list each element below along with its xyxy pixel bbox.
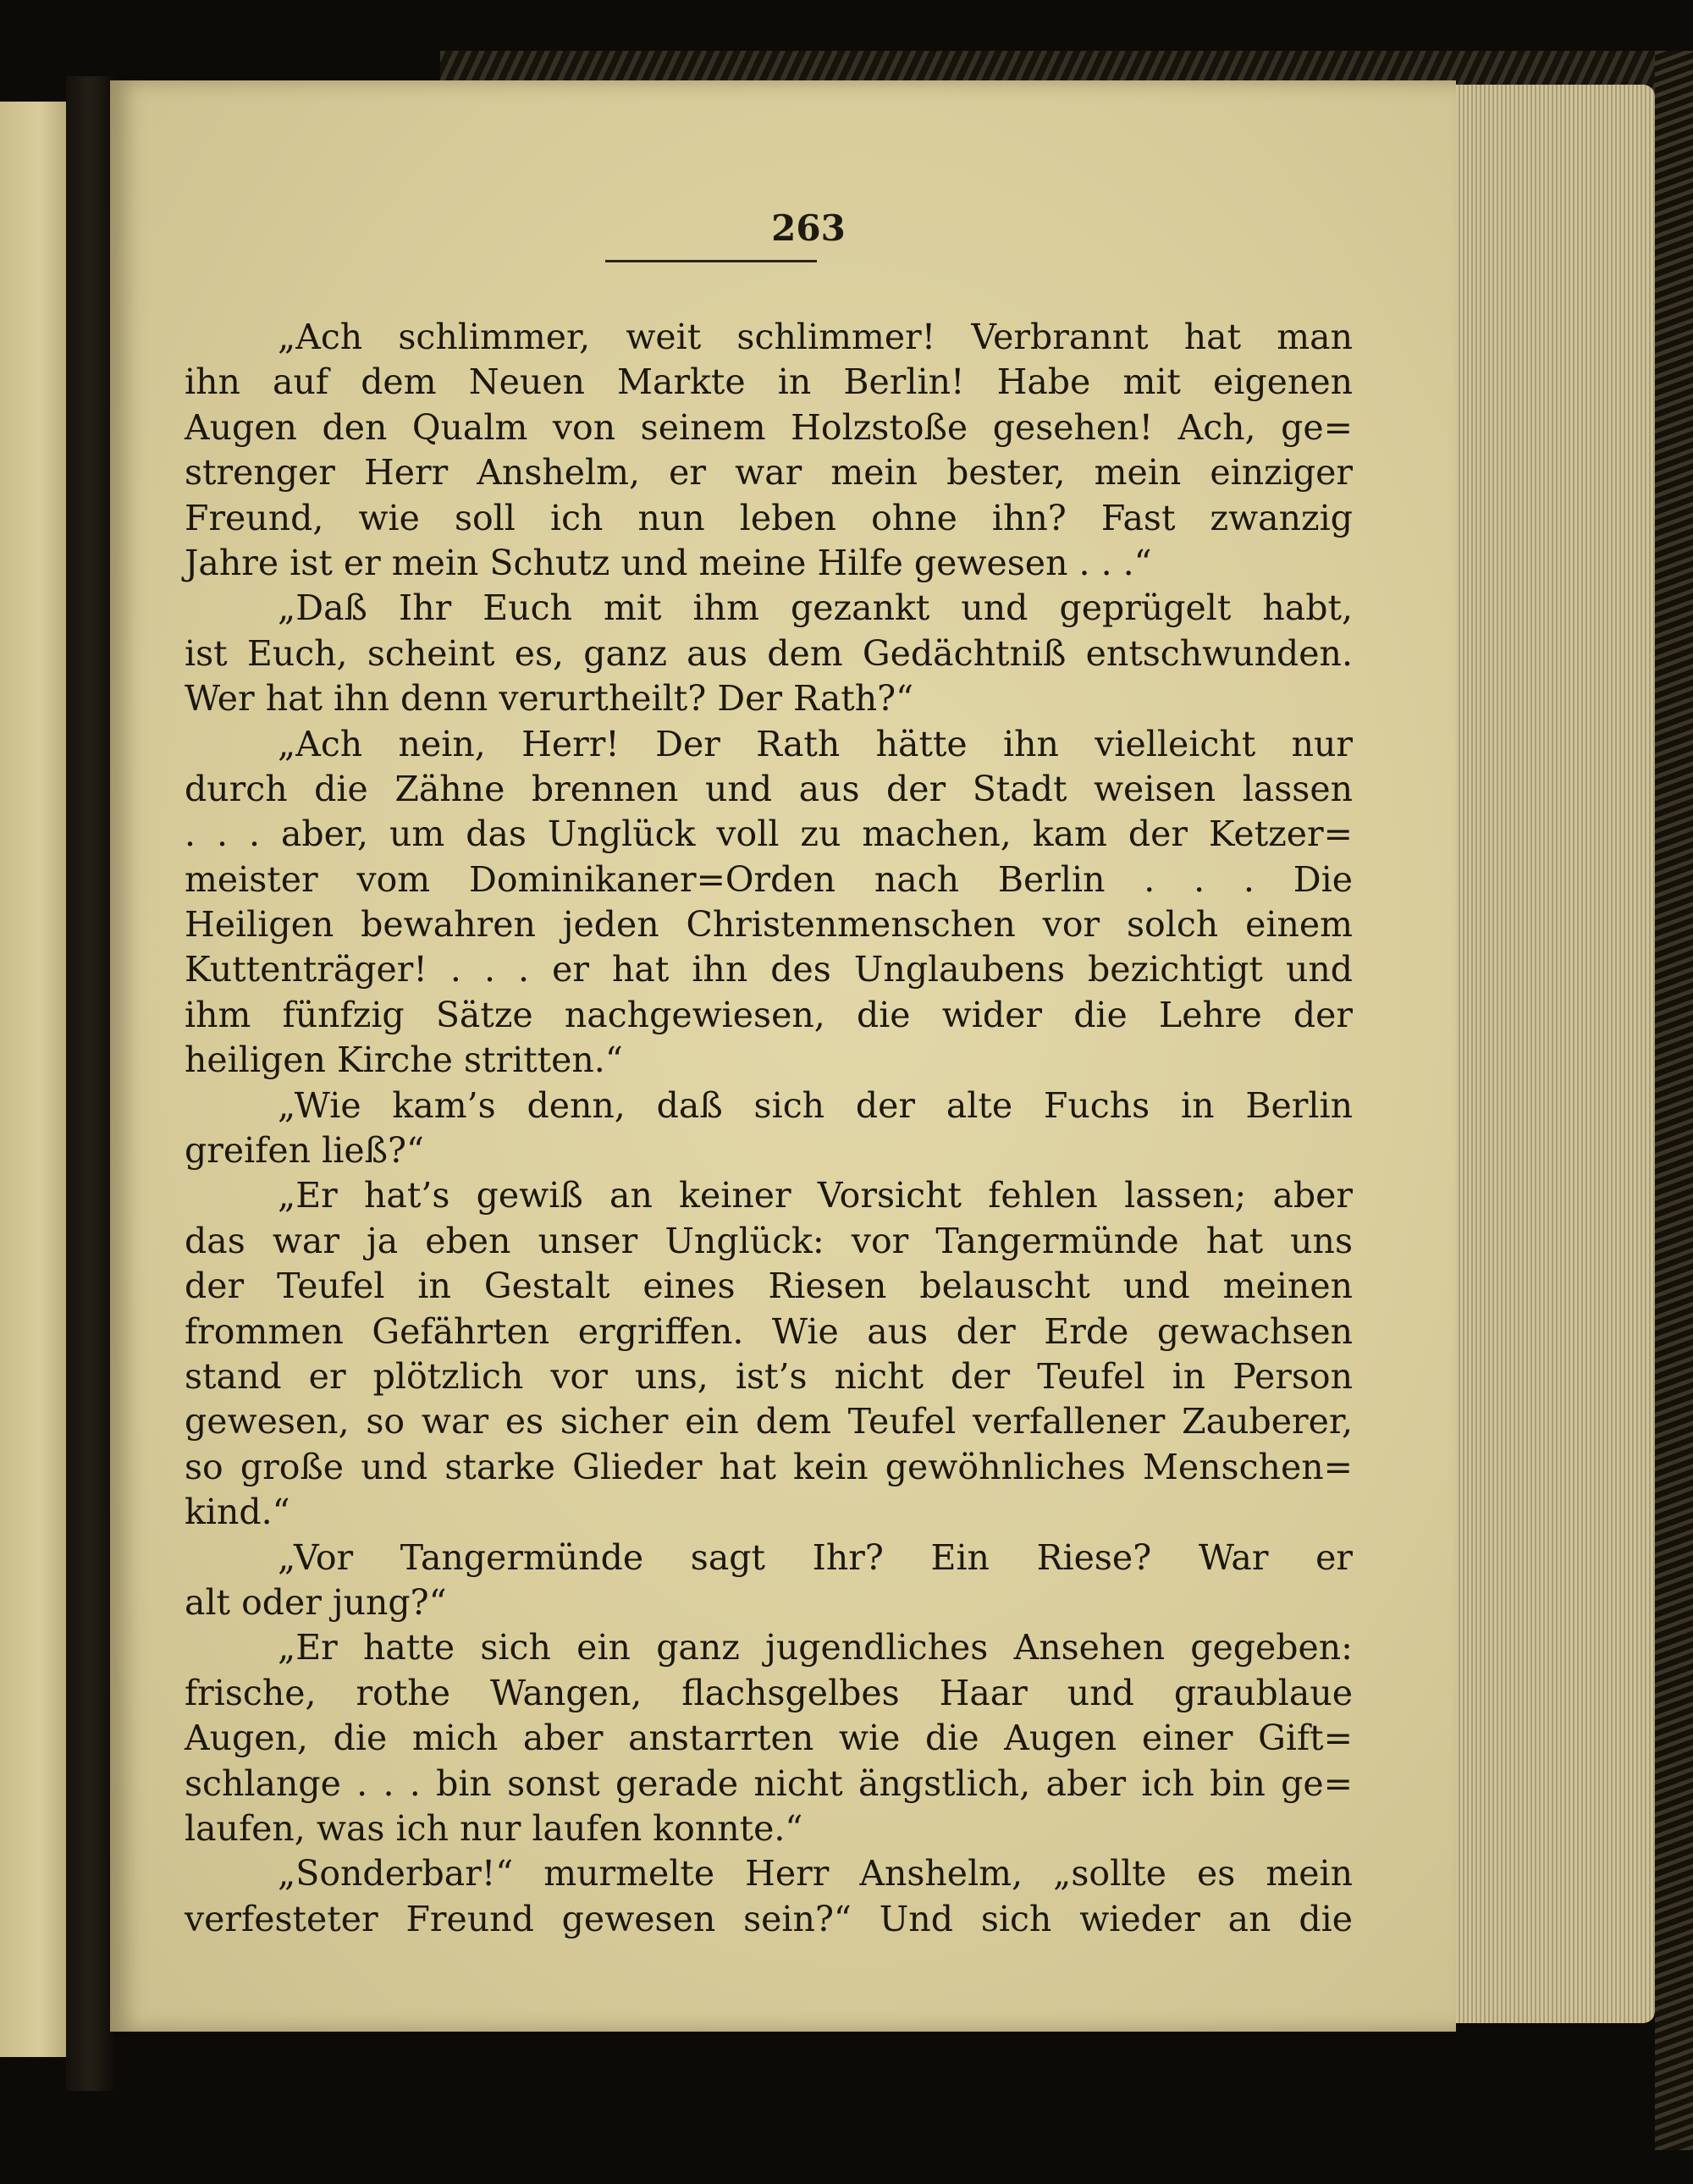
book-cover-edge [1655,51,1693,2150]
text-line: Freund, wie soll ich nun leben ohne ihn? Fast zwanzig [185,497,1353,538]
page-leaves [1439,85,1655,2023]
text-line: ist Euch, scheint es, ganz aus dem Gedächtniß entschwunden. [185,632,1353,674]
header-rule [605,260,817,262]
text-line: alt oder jung?“ [185,1581,447,1623]
text-line: „Er hatte sich ein ganz jugendliches Ansehen gegeben: [278,1627,1353,1668]
text-line: „Wie kam’s denn, daß sich der alte Fuchs in Berlin [278,1084,1353,1126]
text-line: greifen ließ?“ [185,1130,424,1172]
text-line: „Er hat’s gewiß an keiner Vorsicht fehlen lassen; aber [278,1175,1353,1216]
text-line: frische, rothe Wangen, flachsgelbes Haar und graublaue [185,1672,1353,1713]
text-line: ihn auf dem Neuen Markte in Berlin! Habe mit eigenen [185,361,1353,403]
text-line: meister vom Dominikaner=Orden nach Berlin . . . Die [185,858,1353,900]
text-line: laufen, was ich nur laufen konnte.“ [185,1807,803,1849]
text-line: heiligen Kirche stritten.“ [185,1040,623,1081]
text-line: „Ach nein, Herr! Der Rath hätte ihn vielleicht nur [278,723,1353,764]
text-line: verfesteter Freund gewesen sein?“ Und sich wieder an die [185,1898,1353,1939]
text-line: „Daß Ihr Euch mit ihm gezankt und geprügelt habt, [278,587,1353,629]
text-line: gewesen, so war es sicher ein dem Teufel verfallener Zauberer, [185,1401,1353,1442]
text-line: der Teufel in Gestalt eines Riesen belauscht und meinen [185,1266,1353,1307]
text-line: Jahre ist er mein Schutz und meine Hilfe gewesen . . .“ [185,542,1152,583]
page-number: 263 [771,207,846,249]
text-line: Heiligen bewahren jeden Christenmenschen vor solch einem [185,904,1353,946]
book-gutter [66,76,115,2091]
text-line: ihm fünfzig Sätze nachgewiesen, die wider die Lehre der [185,994,1353,1035]
text-line: „Sonderbar!“ murmelte Herr Anshelm, „sollte es mein [278,1853,1353,1894]
text-line: kind.“ [185,1492,290,1533]
text-line: Augen, die mich aber anstarrten wie die Augen einer Gift= [185,1718,1353,1759]
left-page-edge [0,102,71,2057]
text-line: stand er plötzlich vor uns, ist’s nicht der Teufel in Person [185,1355,1353,1397]
book-page [110,80,1456,2032]
text-line: schlange . . . bin sonst gerade nicht ängstlich, aber ich bin ge= [185,1762,1353,1804]
text-line: so große und starke Glieder hat kein gewöhnliches Menschen= [185,1446,1353,1487]
text-line: „Ach schlimmer, weit schlimmer! Verbrannt hat man [278,317,1353,357]
text-line: „Vor Tangermünde sagt Ihr? Ein Riese? War er [278,1536,1353,1578]
text-line: Kuttenträger! . . . er hat ihn des Unglaubens bezichtigt und [185,949,1353,990]
text-line: durch die Zähne brennen und aus der Stadt weisen lassen [185,768,1353,809]
text-line: . . . aber, um das Unglück voll zu machen, kam der Ketzer= [185,813,1353,855]
text-line: Augen den Qualm von seinem Holzstoße gesehen! Ach, ge= [185,406,1353,448]
body-text [185,315,1353,1942]
text-line: strenger Herr Anshelm, er war mein bester, mein einziger [185,452,1353,494]
text-line: Wer hat ihn denn verurtheilt? Der Rath?“ [185,678,914,720]
text-line: das war ja eben unser Unglück: vor Tangermünde hat uns [185,1220,1353,1261]
text-line: frommen Gefährten ergriffen. Wie aus der Erde gewachsen [185,1310,1353,1352]
